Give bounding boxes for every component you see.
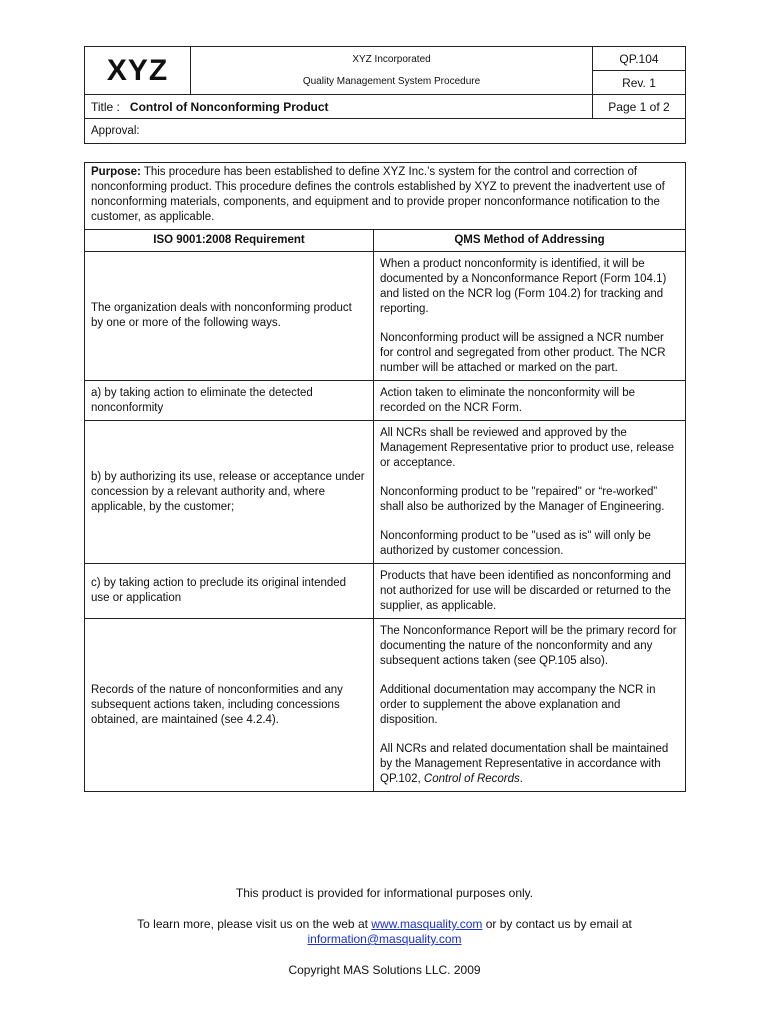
method-cell bbox=[374, 381, 686, 421]
method-cell bbox=[374, 564, 686, 619]
purpose-label: Purpose: bbox=[91, 166, 141, 178]
page-footer bbox=[84, 886, 685, 978]
requirement-cell: The organization deals with nonconforming product by one or more of the following ways. bbox=[85, 252, 374, 381]
document-header bbox=[84, 46, 686, 144]
contact-text: To learn more, please visit us on the web at bbox=[137, 917, 372, 931]
method-paragraph: Action taken to eliminate the nonconformity will be recorded on the NCR Form. bbox=[380, 387, 636, 414]
method-text: All NCRs and related documentation shall be maintained by the Management Representative in accordance with QP.102, bbox=[380, 743, 669, 785]
requirement-column-header: ISO 9001:2008 Requirement bbox=[85, 230, 374, 252]
title-cell bbox=[85, 95, 593, 119]
company-name: XYZ Incorporated bbox=[352, 53, 431, 65]
method-paragraph: Nonconforming product to be "used as is" will only be authorized by customer concession. bbox=[380, 530, 651, 557]
method-paragraph: Additional documentation may accompany the NCR in order to supplement the above explanation and disposition. bbox=[380, 684, 656, 726]
method-paragraph: Nonconforming product will be assigned a NCR number for control and segregated from other product. The NCR number will be attached or marked on the part. bbox=[380, 332, 666, 374]
method-cell bbox=[374, 252, 686, 381]
procedure-system: Quality Management System Procedure bbox=[302, 75, 481, 87]
method-paragraph: When a product nonconformity is identified, it will be documented by a Nonconformance Report (Form 104.1) and listed on the NCR log (Form 104.2) for tracking and reporting. bbox=[380, 258, 667, 315]
table-row bbox=[85, 381, 686, 421]
company-logo: XYZ bbox=[85, 47, 191, 95]
table-row bbox=[85, 564, 686, 619]
disclaimer: This product is provided for informational purposes only. bbox=[235, 886, 534, 900]
table-row bbox=[85, 252, 686, 381]
purpose-text: This procedure has been established to define XYZ Inc.’s system for the control and correction of nonconforming product. This procedure defines the controls established by XYZ to prevent the inadvertent use of nonconforming materials, components, and equipment and to provide proper nonconformance notification to the customer, as applicable. bbox=[91, 166, 665, 223]
requirement-cell: b) by authorizing its use, release or acceptance under concession by a relevant authority and, where applicable, by the customer; bbox=[85, 421, 374, 564]
method-paragraph: The Nonconformance Report will be the primary record for documenting the nature of the nonconformity and any subsequent actions taken (see QP.105 also). bbox=[380, 625, 677, 667]
method-text-end: . bbox=[519, 773, 523, 785]
doc-number: QP.104 bbox=[593, 47, 686, 71]
title-label: Title : bbox=[91, 99, 120, 114]
method-paragraph: Nonconforming product to be "repaired" or “re-worked” shall also be authorized by the Manager of Engineering. bbox=[380, 486, 665, 513]
email-link[interactable]: information@masquality.com bbox=[307, 932, 462, 946]
page-number: Page 1 of 2 bbox=[593, 95, 686, 119]
page-title: Control of Nonconforming Product bbox=[129, 99, 329, 114]
contact-line bbox=[84, 917, 685, 932]
requirement-cell: a) by taking action to eliminate the detected nonconformity bbox=[85, 381, 374, 421]
method-column-header: QMS Method of Addressing bbox=[374, 230, 686, 252]
revision: Rev. 1 bbox=[593, 71, 686, 95]
company-block bbox=[191, 47, 593, 95]
method-paragraph: All NCRs shall be reviewed and approved by the Management Representative prior to product use, release or acceptance. bbox=[380, 427, 675, 469]
method-paragraph bbox=[380, 742, 679, 787]
website-link[interactable]: www.masquality.com bbox=[371, 917, 483, 931]
method-paragraph: Products that have been identified as nonconforming and not authorized for use will be discarded or returned to the supplier, as applicable. bbox=[380, 570, 671, 612]
method-cell bbox=[374, 619, 686, 792]
requirement-cell: c) by taking action to preclude its original intended use or application bbox=[85, 564, 374, 619]
approval-cell bbox=[85, 119, 686, 144]
purpose-cell bbox=[85, 163, 686, 230]
document-reference: Control of Records bbox=[423, 773, 520, 785]
copyright: Copyright MAS Solutions LLC. 2009 bbox=[288, 963, 481, 977]
table-row bbox=[85, 619, 686, 792]
contact-text-middle: or by contact us by email at bbox=[482, 917, 632, 931]
requirement-cell: Records of the nature of nonconformities and any subsequent actions taken, including concessions obtained, are maintained (see 4.2.4). bbox=[85, 619, 374, 792]
method-cell bbox=[374, 421, 686, 564]
procedure-table bbox=[84, 162, 686, 792]
approval-label: Approval: bbox=[91, 125, 140, 137]
table-row bbox=[85, 421, 686, 564]
